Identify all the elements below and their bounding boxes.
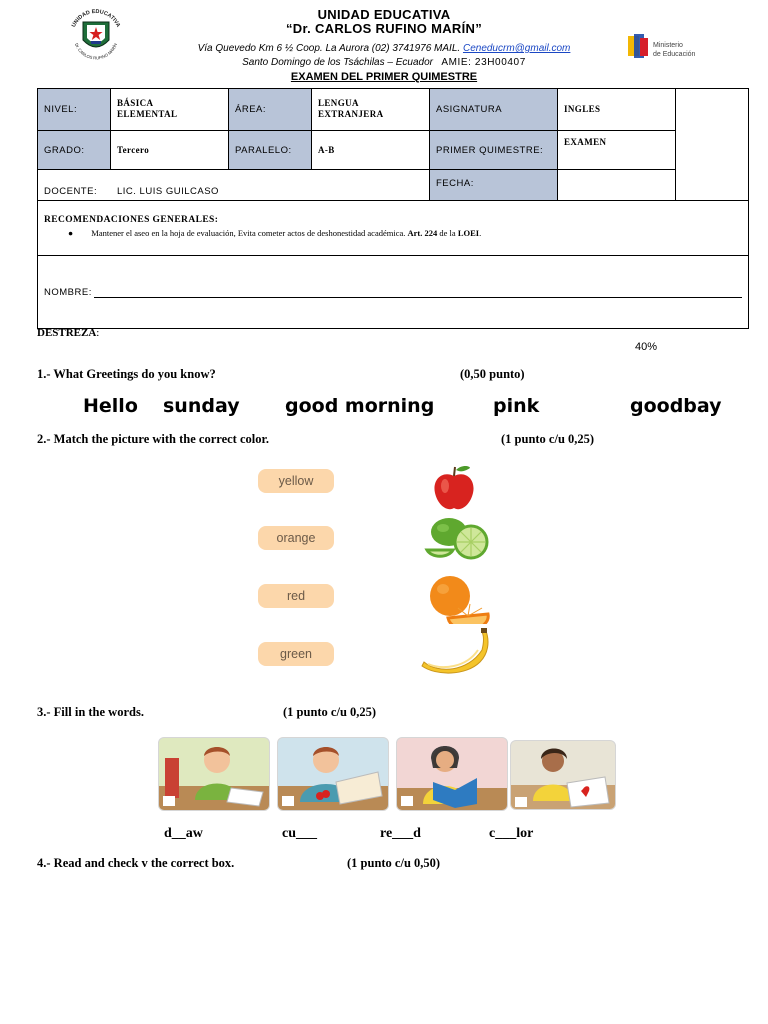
boy-cutting-picture [277,737,389,811]
nivel-value: BÁSICA ELEMENTAL [117,98,178,119]
recomendacion-art: Art. 224 [407,228,438,238]
grado-label-cell [38,131,111,170]
fill-word-blank[interactable]: d__aw [164,826,203,841]
quimestre-value-cell [558,131,676,170]
banana-icon [420,628,492,676]
address-prefix: Vía Quevedo Km 6 ½ Coop. La Aurora (02) 3741976 MAIL. [197,43,461,54]
recomendacion-text: Mantener el aseo en la hoja de evaluación, Evita cometer actos de deshonestidad académica. [91,228,406,238]
orange-fruit-icon [424,574,490,624]
lime-icon [423,516,493,560]
question-2-text: 2.- Match the picture with the correct color. [37,432,269,446]
asignatura-value: INGLES [564,104,601,114]
exam-info-table [37,88,749,329]
recomendaciones-title: RECOMENDACIONES GENERALES [44,215,215,225]
nivel-label-cell [38,89,111,131]
asignatura-value-cell [558,89,676,131]
question-3-points: (1 punto c/u 0,25) [283,705,377,719]
greeting-word: goodbay [630,395,722,417]
greeting-word: good morning [285,395,435,417]
nivel-label: NIVEL: [44,104,78,115]
area-label: ÁREA: [235,104,267,115]
quimestre-label-cell [430,131,558,170]
address-line2: Santo Domingo de los Tsáchilas – Ecuador [242,57,433,68]
greeting-word: Hello [83,395,138,417]
recomendacion-item: ● Mantener el aseo en la hoja de evaluación, Evita cometer actos de deshonestidad académica. Art. 224 de la LOEI. [68,228,482,238]
paralelo-label-cell [229,131,312,170]
nombre-cell [38,256,748,328]
color-word-pill: orange [258,526,334,550]
boy-drawing-picture [158,737,270,811]
ministerio-line1: Ministerio [653,42,683,49]
question-1-points: (0,50 punto) [460,367,525,381]
question-4-points: (1 punto c/u 0,50) [347,856,441,870]
docente-value: LIC. LUIS GUILCASO [117,186,219,197]
paralelo-label: PARALELO: [235,145,292,156]
destreza-label: DESTREZA [37,327,97,339]
fill-word-blank[interactable]: cu___ [282,826,317,841]
school-name-line1: UNIDAD EDUCATIVA [317,7,451,22]
color-word-pill: green [258,642,334,666]
fecha-label-cell [430,170,558,201]
fecha-label: FECHA: [436,178,474,189]
nombre-label: NOMBRE: [44,287,92,298]
grado-value: Tercero [117,145,150,155]
apple-icon [428,462,480,514]
area-value: LENGUA EXTRANJERA [318,98,384,119]
area-value-cell [312,89,430,131]
question-3-text: 3.- Fill in the words. [37,705,144,719]
right-empty-cell [676,89,748,201]
exam-title: EXAMEN DEL PRIMER QUIMESTRE [290,71,478,83]
ministerio-logo [628,32,708,62]
recomendacion-de: de la [439,228,456,238]
bullet-icon: ● [68,228,74,238]
svg-text:"Dr. CARLOS RUFINO MARÍN": Dr. CARLOS RUFINO MARÍN [73,42,119,61]
question-2-points: (1 punto c/u 0,25) [501,432,595,446]
quimestre-value: EXAMEN [564,137,607,147]
docente-cell [38,170,430,201]
nombre-input-line[interactable] [94,297,742,298]
asignatura-label: ASIGNATURA [436,104,503,115]
school-email-link[interactable]: Ceneducrm@gmail.com [462,43,571,54]
recomendacion-loei: LOEI [457,228,480,238]
fill-word-blank[interactable]: c___lor [489,826,534,841]
paralelo-value-cell [312,131,430,170]
girl-coloring-picture [510,740,616,810]
svg-text:UNIDAD EDUCATIVA: UNIDAD EDUCATIVA [70,8,122,29]
paralelo-value: A-B [318,145,335,155]
color-word-pill: yellow [258,469,334,493]
grado-label: GRADO: [44,145,85,156]
girl-reading-picture [396,737,508,811]
ministerio-line2: de Educación [653,51,696,58]
area-label-cell [229,89,312,131]
amie-code: AMIE: 23H00407 [441,57,526,68]
question-1-text: 1.- What Greetings do you know? [37,367,216,381]
school-name-line2: “Dr. CARLOS RUFINO MARÍN” [286,21,482,36]
docente-label: DOCENTE: [44,186,98,197]
nivel-value-cell [111,89,229,131]
fill-word-blank[interactable]: re___d [380,826,421,841]
quimestre-label: PRIMER QUIMESTRE: [436,145,544,156]
question-4-text: 4.- Read and check v the correct box. [37,856,235,870]
grado-value-cell [111,131,229,170]
color-word-pill: red [258,584,334,608]
destreza-percent: 40% [635,341,658,353]
asignatura-label-cell [430,89,558,131]
recomendaciones-cell: RECOMENDACIONES GENERALES: ● Mantener el aseo en la hoja de evaluación, Evita cometer actos de deshonestidad académica. Art. 224 de la LOEI. [38,201,748,256]
fecha-value-cell[interactable] [558,170,676,201]
greeting-word: pink [493,395,540,417]
greeting-word: sunday [163,395,240,417]
